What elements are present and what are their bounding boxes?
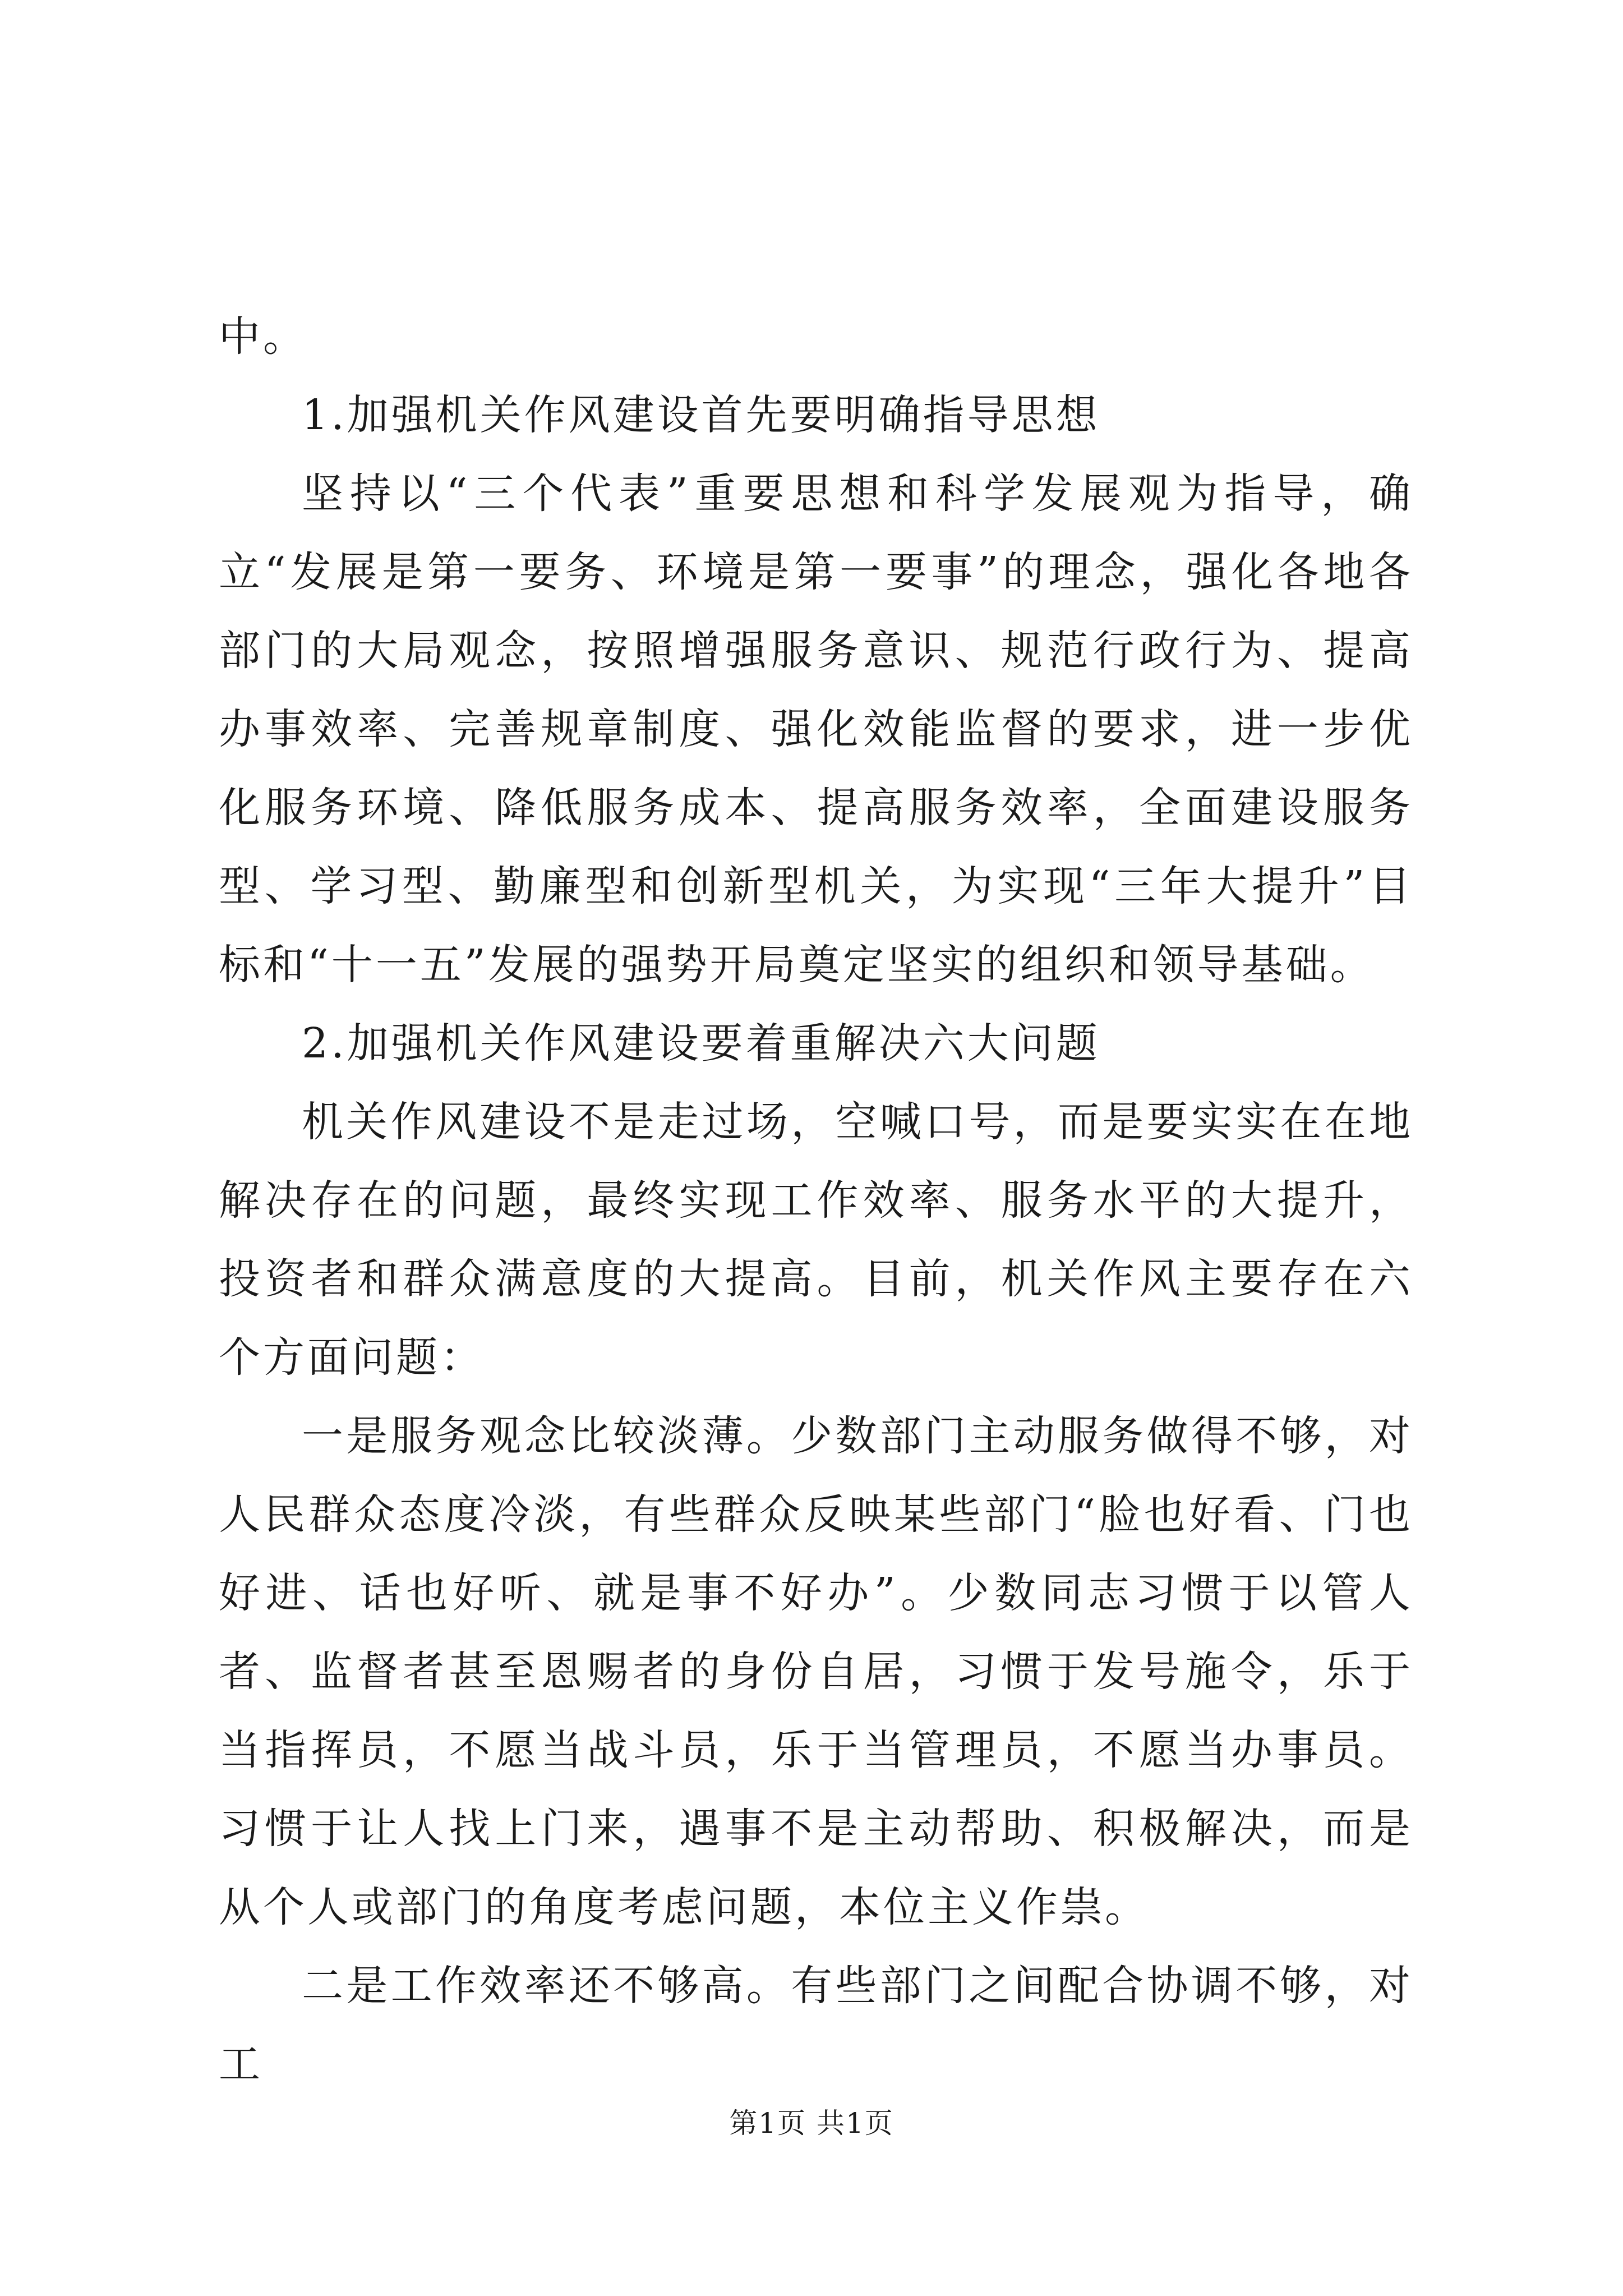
- paragraph-problems-intro: 机关作风建设不是走过场，空喊口号，而是要实实在在地解决存在的问题，最终实现工作效率、服务水平的大提升，投资者和群众满意度的大提高。目前，机关作风主要存在六个方面问题：: [219, 1098, 1413, 1382]
- paragraph-guiding-thought: 坚持以“三个代表”重要思想和科学发展观为指导，确立“发展是第一要务、环境是第一要事”的理念，强化各地各部门的大局观念，按照增强服务意识、规范行政行为、提高办事效率、完善规章制度、强化效能监督的要求，进一步优化服务环境、降低服务成本、提高服务效率，全面建设服务型、学习型、勤廉型和创新型机关，为实现“三年大提升”目标和“十一五”发展的强势开局奠定坚实的组织和领导基础。: [219, 470, 1413, 989]
- document-body: [219, 297, 1413, 2104]
- paragraph-continuation: 中。: [219, 312, 307, 361]
- paragraph-problem-2: 二是工作效率还不够高。有些部门之间配合协调不够，对工: [219, 1962, 1413, 2088]
- section-heading-2: 2.加强机关作风建设要着重解决六大问题: [302, 1019, 1100, 1068]
- page-footer: 第1页 共1页: [729, 2107, 894, 2139]
- section-heading-1: 1.加强机关作风建设首先要明确指导思想: [302, 391, 1100, 439]
- paragraph-problem-1: 一是服务观念比较淡薄。少数部门主动服务做得不够，对人民群众态度冷淡，有些群众反映某些部门“脸也好看、门也好进、话也好听、就是事不好办”。少数同志习惯于以管人者、监督者甚至恩赐者的身份自居，习惯于发号施令，乐于当指挥员，不愿当战斗员，乐于当管理员，不愿当办事员。习惯于让人找上门来，遇事不是主动帮助、积极解决，而是从个人或部门的角度考虑问题，本位主义作祟。: [219, 1412, 1413, 1931]
